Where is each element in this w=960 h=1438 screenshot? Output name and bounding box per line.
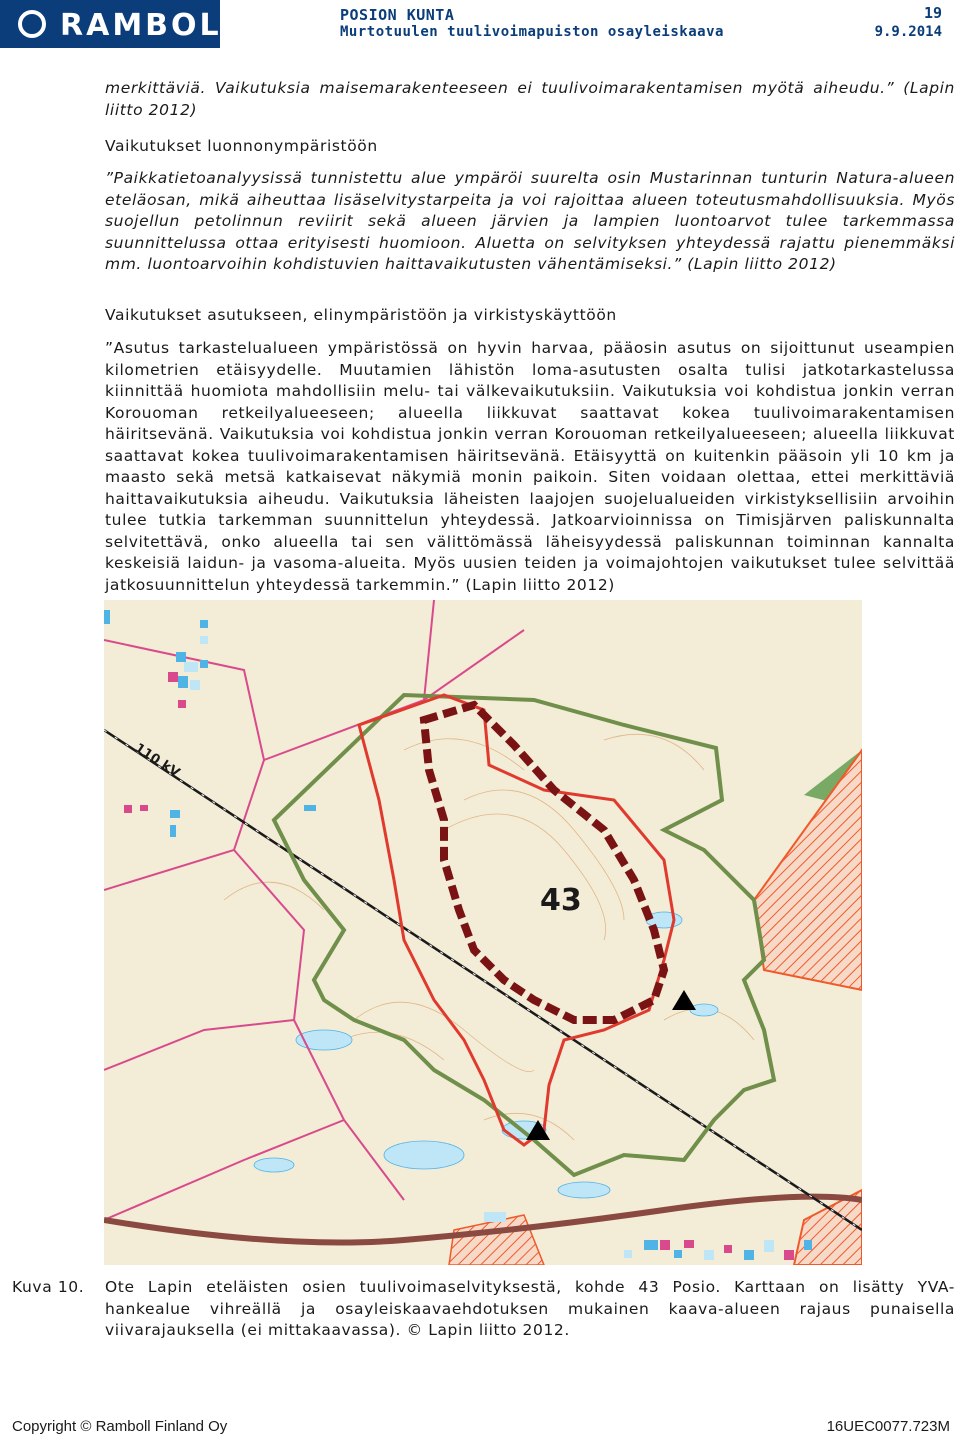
figure-caption-label: Kuva 10. bbox=[12, 1278, 85, 1296]
footer-document-id: 16UEC0077.723M bbox=[826, 1418, 950, 1435]
map-figure bbox=[104, 600, 862, 1265]
paragraph-nature-impacts: ”Paikkatietoanalyysissä tunnistettu alue ympäröi suurelta osin Mustarinnan tunturin Natura-alueen eteläosan, mikä aiheuttaa lisäselvitystarpeita ja voi rajoittaa alueen toteutusmahdollisuuksia. Myös suojellun petolinnun reviirit sekä alueen järvien ja lampien luontoarvot tulee tarkemmassa suunnittelussa ottaa erityisesti huomioon. Aluetta on selvityksen yhteydessä rajattu pienemmäksi mm. luontoarvoihin kohdistuvien haittavaikutusten vähentämiseksi.” (Lapin liitto 2012) bbox=[105, 169, 955, 273]
map-svg bbox=[104, 600, 862, 1265]
paragraph-landscape-impacts: merkittäviä. Vaikutuksia maisemarakenteeseen ei tuulivoimarakentamisen myötä aiheudu.” (Lapin liitto 2012) bbox=[105, 79, 955, 119]
page-header bbox=[0, 0, 960, 52]
section-heading-settlement: Vaikutukset asutukseen, elinympäristöön ja virkistyskäyttöön bbox=[105, 306, 617, 324]
document-date: 9.9.2014 bbox=[874, 24, 942, 40]
figure-caption-text: Ote Lapin eteläisten osien tuulivoimaselvityksestä, kohde 43 Posio. Karttaan on lisätty YVA-hankealue vihreällä ja osayleiskaavaehdotuksen mukainen kaava-alueen rajaus punaisella viivarajauksella (ei mittakaavassa). © Lapin liitto 2012. bbox=[105, 1278, 955, 1339]
ramboll-logo bbox=[0, 0, 244, 48]
page-number: 19 bbox=[923, 4, 942, 22]
logo-text: RAMBOLL bbox=[60, 8, 244, 43]
area-label-43: 43 bbox=[540, 883, 582, 918]
powerline-label: 110 kV bbox=[131, 740, 183, 781]
section-heading-nature: Vaikutukset luonnonympäristöön bbox=[105, 137, 378, 155]
paragraph-settlement-impacts: ”Asutus tarkastelualueen ympäristössä on hyvin harvaa, pääosin asutus on sijoittunut useampien kilometrien etäisyydelle. Muutamien lähistön loma-asutusten osalta tulisi jatkotarkastelussa kiinnittää huomiota mahdollisiin melu- tai välkevaikutuksiin. Vaikutuksia voi kohdistua jonkin verran Korouoman retkeilyalueeseen; alueella liikkuvat saattavat kokea tuulivoimarakentamisen häiritsevänä. Vaikutuksia voi kohdistua jonkin verran Korouoman retkeilyalueeseen; alueella liikkuvat saattavat kokea tuulivoimarakentamisen häiritsevänä. Etäisyyttä on kuitenkin pääsoin yli 10 km ja maasto sekä metsä katkaisevat näkymiä monin paikoin. Siten voidaan olettaa, ettei merkittäviä haittavaikutuksia aiheudu. Vaikutuksia läheisten laajojen suojelualueiden virkistyksellisiin arvoihin tulee tutkia tarkemman suunnittelun yhteydessä. Jatkoarvioinnissa on Timisjärven paliskunnalta selvitettävä, onko alueella tai sen välittömässä läheisyydessä paliskunnan toiminnan kannalta keskeisiä laidun- ja vasoma-alueita. Myös uusien teiden ja voimajohtojen vaikutukset tulee selvittää jatkosuunnittelun yhteydessä tarkemmin.” (Lapin liitto 2012) bbox=[105, 339, 955, 594]
logo-ring-icon bbox=[18, 10, 46, 38]
footer-copyright: Copyright © Ramboll Finland Oy bbox=[12, 1418, 228, 1435]
document-subtitle: Murtotuulen tuulivoimapuiston osayleiskaava bbox=[340, 24, 724, 40]
document-title: POSION KUNTA bbox=[340, 6, 455, 24]
